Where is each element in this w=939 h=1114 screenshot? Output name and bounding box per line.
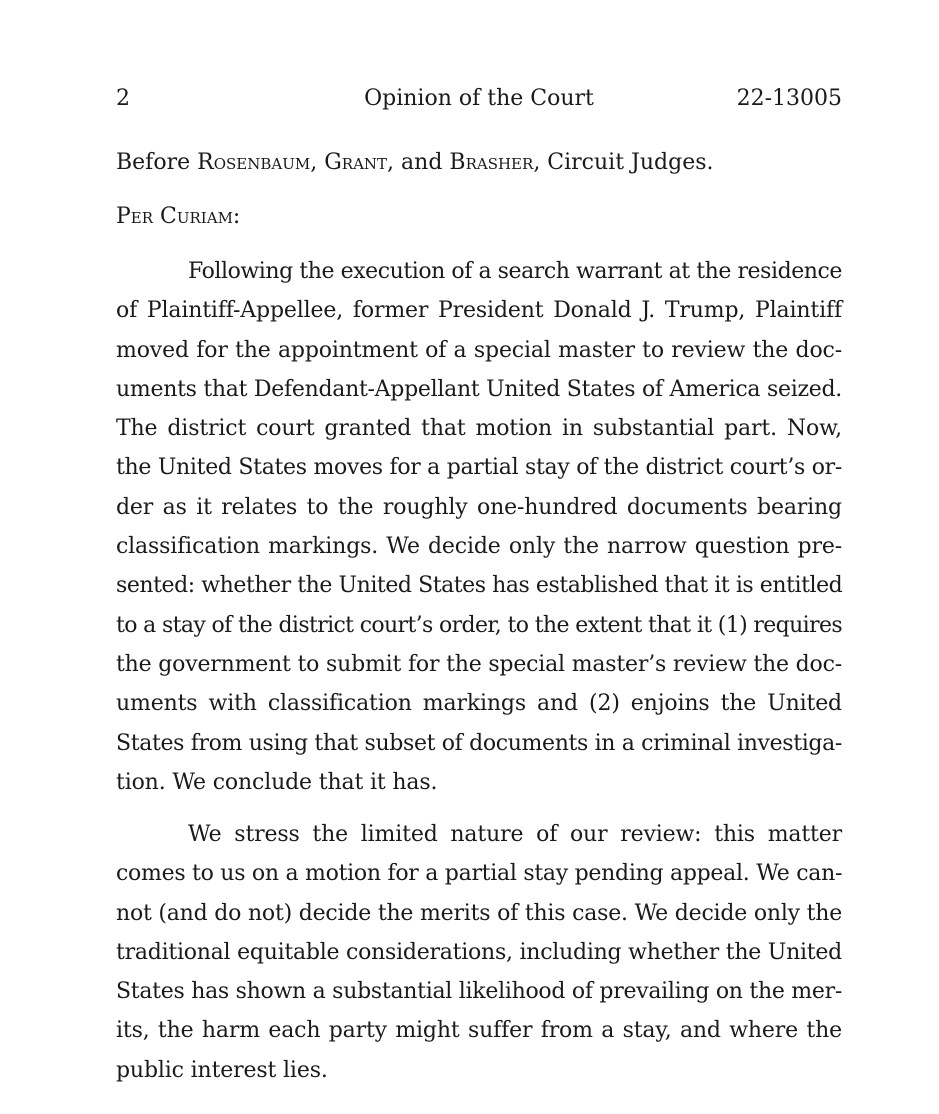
judge-brasher: Brasher <box>449 150 534 175</box>
paragraph-line: We stress the limited nature of our review: this matter <box>188 822 842 847</box>
paragraph-line: Following the execution of a search warrant at the residence <box>188 259 842 284</box>
paragraph-line: sented: whether the United States has established that it is entitled <box>116 573 843 599</box>
paragraph-line: the government to submit for the special master’s review the doc- <box>116 651 842 677</box>
paragraph-line: public interest lies. <box>116 1057 328 1083</box>
docket-number: 22-13005 <box>736 86 842 111</box>
panel-sep2: , and <box>387 150 443 175</box>
paragraph-line: of Plaintiff-Appellee, former President Donald J. Trump, Plaintiff <box>116 298 842 324</box>
paragraph-line: moved for the appointment of a special master to review the doc- <box>116 337 842 363</box>
paragraph-line: der as it relates to the roughly one-hundred documents bearing <box>116 494 842 520</box>
running-title: Opinion of the Court <box>364 86 594 111</box>
paragraph-2 <box>116 815 842 1090</box>
paragraph-line: traditional equitable considerations, including whether the United <box>116 939 842 965</box>
per-curiam-heading: Per Curiam: <box>116 204 241 229</box>
paragraph-line: its, the harm each party might suffer from a stay, and where the <box>116 1018 842 1044</box>
panel-sep1: , <box>310 150 318 175</box>
judge-rosenbaum: Rosenbaum <box>197 150 311 175</box>
page-number: 2 <box>116 86 130 111</box>
paragraph-line: uments with classification markings and (2) enjoins the United <box>116 691 842 717</box>
paragraph-1 <box>116 252 842 802</box>
paragraph-line: States has shown a substantial likelihood of prevailing on the mer- <box>116 979 842 1005</box>
paragraph-line: comes to us on a motion for a partial stay pending appeal. We can- <box>116 861 843 887</box>
paragraph-line: classification markings. We decide only the narrow question pre- <box>116 534 842 560</box>
panel-line <box>116 150 842 175</box>
paragraph-line: The district court granted that motion in substantial part. Now, <box>116 416 842 442</box>
panel-before: Before <box>116 150 191 175</box>
judge-grant: Grant <box>324 150 388 175</box>
paragraph-line: States from using that subset of documents in a criminal investiga- <box>116 730 842 756</box>
paragraph-line: the United States moves for a partial stay of the district court’s or- <box>116 455 842 481</box>
paragraph-line: tion. We conclude that it has. <box>116 769 438 795</box>
page-header <box>116 86 842 116</box>
panel-suffix: , Circuit Judges. <box>533 150 714 175</box>
paragraph-line: uments that Defendant-Appellant United States of America seized. <box>116 376 842 402</box>
paragraph-line: not (and do not) decide the merits of this case. We decide only the <box>116 900 843 926</box>
paragraph-line: to a stay of the district court’s order, to the extent that it (1) requires <box>116 612 842 638</box>
